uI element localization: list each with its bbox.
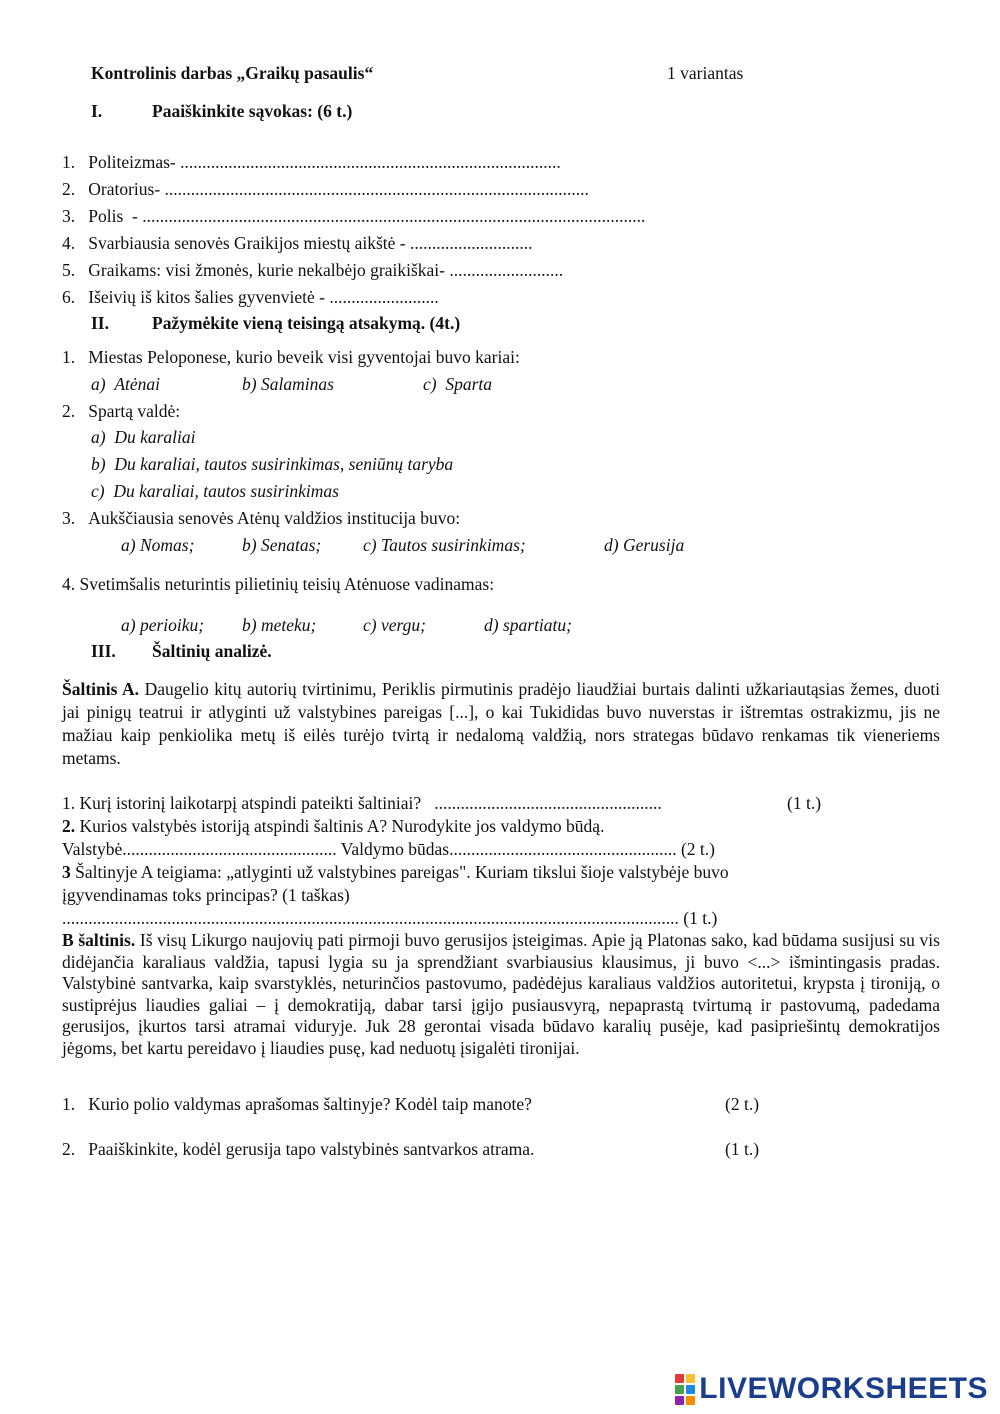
source-question-3-line-2: įgyvendinamas toks principas? (1 taškas) [62,885,350,905]
logo-text: LIVEWORKSHEETS [699,1372,988,1405]
source-question-2 [62,815,604,837]
source-question-3-text: Šaltinyje A teigiama: „atlyginti už valstybines pareigas". Kuriam tikslui šioje valstybėje buvo [70,862,729,882]
source-question-3-number: 3 [62,862,71,882]
source-b-question-2-points: (1 t.) [725,1139,760,1159]
question-3-option-b[interactable]: b) Senatas; [242,535,322,555]
source-b-text: Iš visų Likurgo naujovių pati pirmoji buvo gerusijos įsteigimas. Apie ją Platonas sako, kad būdama susijusi su vis didėjančia karaliaus valdžia, tapusi lygia su ja sprendžiant svarbiausius klausimus, ji buvo <...> išmintingasis pradas. Valstybinė santvarka, kaip svarstyklės, neturinčios pastovumo, padėdėjus karaliaus valdžios autoritetui, krypsta į tironiją, o sustiprėjus liaudies galiai – į demokratiją, dabar tarsi įgijo pusiausvyrą, nepaprastą tvirtumą ir pastovumą, padedama gerusijos, įkurtos tarsi atramai viduryje. Juk 28 gerontai visada būdavo karalių pusėje, kad pasipriešintų demokratijos jėgoms, bet kartu pereidavo į liaudies pusę, kad neduotų įsigalėti tironijai. [62,930,940,1058]
source-question-3-answer-line: ............................................................................................................................................. (1 t.) [62,908,718,928]
variant-label: 1 variantas [667,63,744,83]
source-a-paragraph [62,678,940,770]
question-2-option-a[interactable]: a) Du karaliai [91,427,196,447]
question-3-text: 3. Aukščiausia senovės Atėnų valdžios institucija buvo: [62,508,461,528]
concept-item-6: 6. Išeivių iš kitos šalies gyvenvietė - ......................... [62,287,439,307]
source-a-text: Daugelio kitų autorių tvirtinimu, Periklis pirmutinis pradėjo liaudžiai burtais dalinti užkariautąsias žemes, duoti jai pinigų teatrui ir atlyginti už valstybines pareigas [...], o kai Tukididas buvo nuverstas ir ištremtas ostrakizmu, jis ne mažiau kaip penkiolika metų iš eilės turėjo tvirtą ir nedalomą valdžią, nors strategas būdavo renkamas tik vieneriems metams. [62,679,940,768]
source-b-paragraph [62,930,940,1060]
concept-item-2: 2. Oratorius- ................................................................................................. [62,179,589,199]
liveworksheets-logo[interactable] [675,1372,988,1406]
source-question-3 [62,861,729,883]
question-3-option-d[interactable]: d) Gerusija [604,535,685,555]
question-3-option-a[interactable]: a) Nomas; [121,535,195,555]
source-question-2-answer-line: Valstybė................................................. Valdymo būdas.................................................... (2 t.) [62,839,715,859]
source-question-1-points: (1 t.) [787,793,822,813]
source-b-question-1: 1. Kurio polio valdymas aprašomas šaltinyje? Kodėl taip manote? [62,1094,532,1114]
concept-item-3: 3. Polis - ................................................................................................................... [62,206,646,226]
question-4-option-c[interactable]: c) vergu; [363,615,426,635]
question-4-option-b[interactable]: b) meteku; [242,615,317,635]
concept-item-1: 1. Politeizmas- ....................................................................................... [62,152,561,172]
section-1-number: I. [91,101,103,121]
concept-item-4: 4. Svarbiausia senovės Graikijos miestų aikštė - ............................ [62,233,533,253]
document-title: Kontrolinis darbas „Graikų pasaulis“ [91,63,374,83]
section-1-title: Paaiškinkite sąvokas: (6 t.) [152,101,353,121]
source-b-question-2: 2. Paaiškinkite, kodėl gerusija tapo valstybinės santvarkos atrama. [62,1139,535,1159]
question-1-option-a[interactable]: a) Atėnai [91,374,161,394]
section-2-title: Pažymėkite vieną teisingą atsakymą. (4t.) [152,313,461,333]
section-3-title: Šaltinių analizė. [152,641,272,661]
question-3-option-c[interactable]: c) Tautos susirinkimas; [363,535,526,555]
source-b-question-1-points: (2 t.) [725,1094,760,1114]
concept-item-5: 5. Graikams: visi žmonės, kurie nekalbėjo graikiškai- .......................... [62,260,564,280]
question-4-text: 4. Svetimšalis neturintis pilietinių teisių Atėnuose vadinamas: [62,574,495,594]
logo-mark-icon [675,1374,695,1405]
section-3-number: III. [91,641,116,661]
source-question-2-text: Kurios valstybės istoriją atspindi šaltinis A? Nurodykite jos valdymo būdą. [75,816,605,836]
question-2-text: 2. Spartą valdė: [62,401,181,421]
source-question-1: 1. Kurį istorinį laikotarpį atspindi pateikti šaltiniai? .................................................... [62,793,662,813]
question-1-text: 1. Miestas Peloponese, kurio beveik visi gyventojai buvo kariai: [62,347,520,367]
source-a-label: Šaltinis A. [62,679,140,699]
source-question-2-number: 2. [62,816,76,836]
question-4-option-d[interactable]: d) spartiatu; [484,615,572,635]
question-2-option-b[interactable]: b) Du karaliai, tautos susirinkimas, seniūnų taryba [91,454,454,474]
question-2-option-c[interactable]: c) Du karaliai, tautos susirinkimas [91,481,339,501]
source-b-label: B šaltinis. [62,930,136,950]
question-4-option-a[interactable]: a) perioiku; [121,615,205,635]
section-2-number: II. [91,313,109,333]
question-1-option-b[interactable]: b) Salaminas [242,374,334,394]
question-1-option-c[interactable]: c) Sparta [423,374,493,394]
